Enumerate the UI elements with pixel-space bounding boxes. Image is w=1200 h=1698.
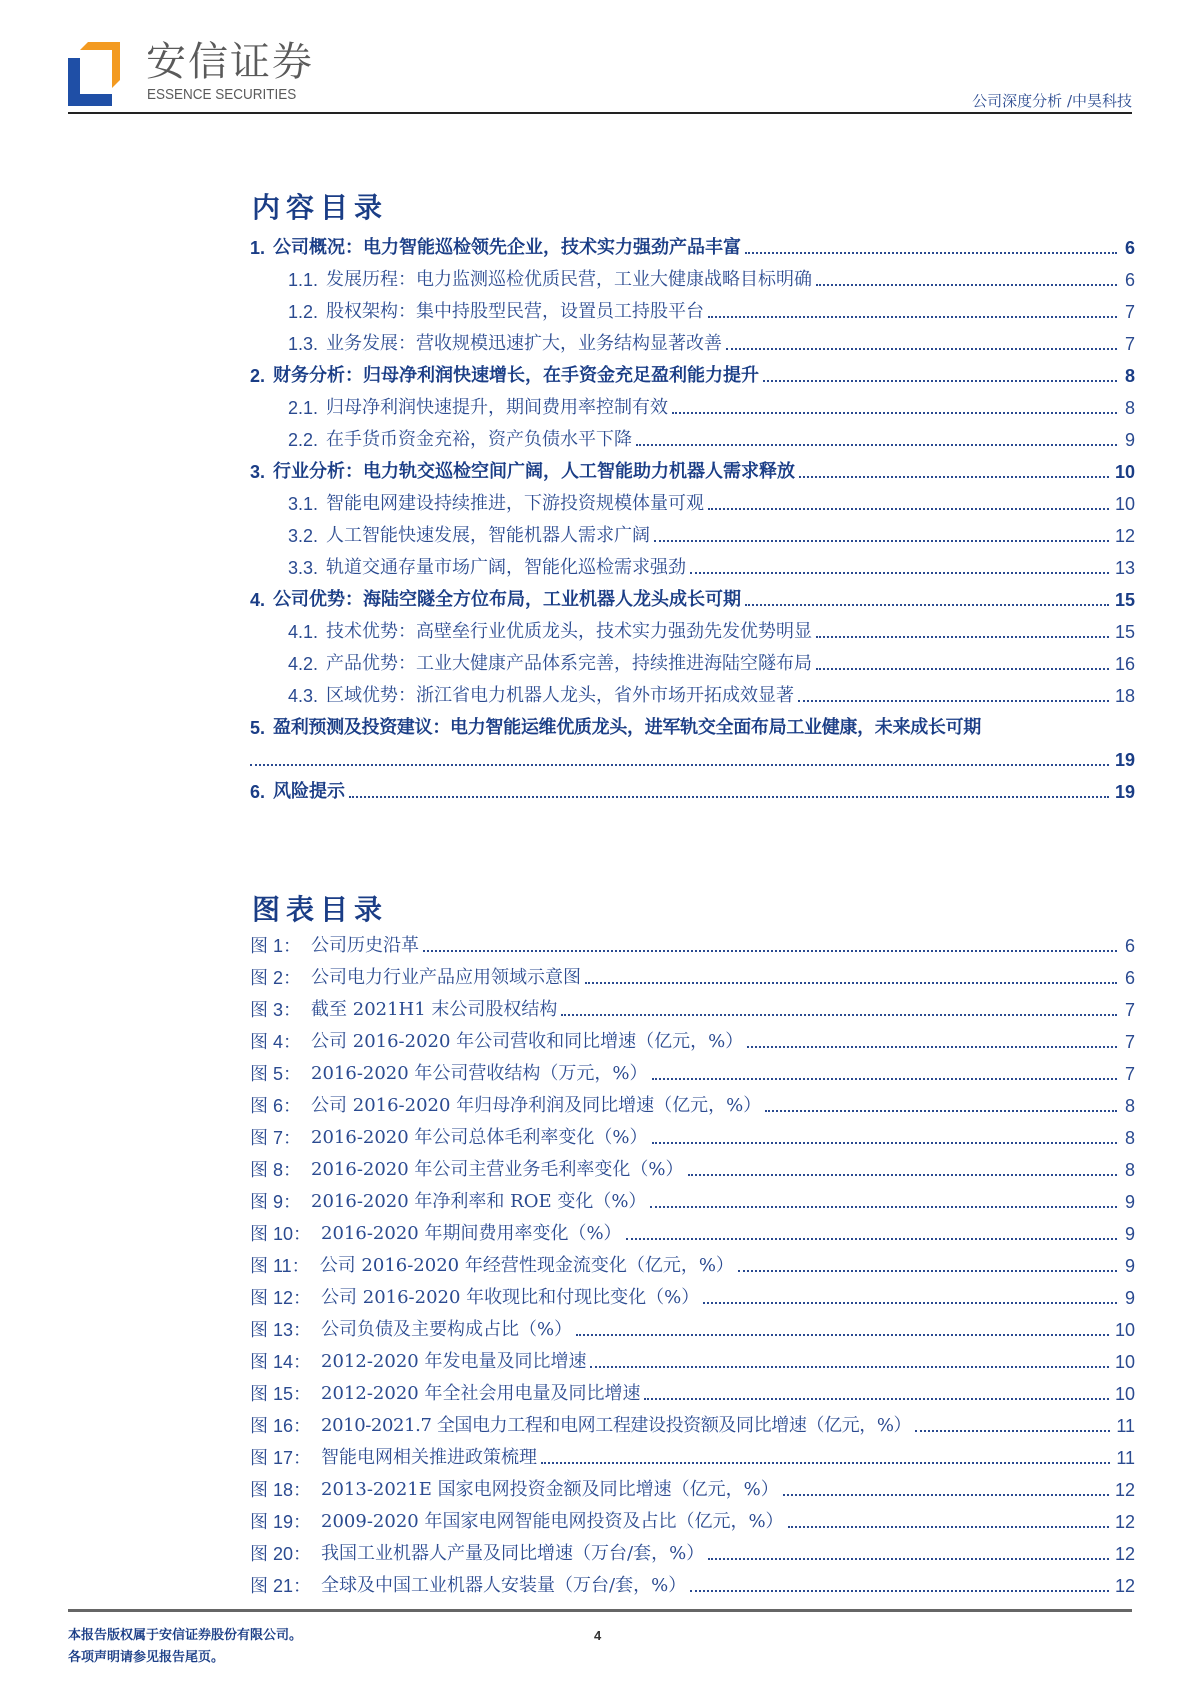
figure-item[interactable] [250,990,1135,1022]
figure-item-page: 10 [1114,1352,1135,1372]
figure-item-text: 截至 2021H1 末公司股权结构 [311,999,558,1020]
toc-item-number: 3.3. [288,558,319,578]
figure-item-text: 公司 2016-2020 年归母净利润及同比增速（亿元，%） [311,1095,762,1116]
toc-item-text: 公司概况：电力智能巡检领先企业，技术实力强劲产品丰富 [273,237,742,258]
toc-item-wrapped[interactable] [250,708,1135,740]
toc-item-page: 15 [1114,590,1135,610]
toc-item-text: 人工智能快速发展，智能机器人需求广阔 [326,525,651,546]
toc-item-text: 发展历程：电力监测巡检优质民营，工业大健康战略目标明确 [326,269,813,290]
toc-item[interactable] [250,260,1135,292]
brand-name-cn: 安信证券 [146,39,314,85]
toc-item-number: 3.2. [288,526,319,546]
disclaimer-notice: 各项声明请参见报告尾页。 [68,1650,225,1665]
toc-item[interactable] [250,644,1135,676]
figure-item-page: 9 [1124,1192,1135,1212]
leader-dots [747,1046,1117,1048]
toc-item[interactable] [250,772,1135,804]
toc-item[interactable] [250,292,1135,324]
figure-item-text: 2013-2021E 国家电网投资金额及同比增速（亿元，%） [321,1479,779,1500]
leader-dots [690,1590,1109,1592]
leader-dots [708,316,1117,318]
toc-item-text: 财务分析：归母净利润快速增长，在手资金充足盈利能力提升 [273,365,760,386]
leader-dots [250,764,1109,766]
figure-item-number: 图 10： [250,1224,312,1244]
leader-dots [745,252,1117,254]
figure-item-text: 2016-2020 年公司营收结构（万元，%） [311,1063,648,1084]
leader-dots [654,540,1109,542]
figure-item[interactable] [250,1374,1135,1406]
figure-item-text: 2009-2020 年国家电网智能电网投资及占比（亿元，%） [321,1511,784,1532]
toc-item[interactable] [250,420,1135,452]
figure-item-text: 全球及中国工业机器人安装量（万台/套，%） [321,1575,687,1596]
toc-item-page: 10 [1114,462,1135,482]
figure-item[interactable] [250,1246,1135,1278]
figure-item-page: 12 [1114,1576,1135,1596]
figure-item-number: 图 12： [250,1288,312,1308]
toc-item-number: 3.1. [288,494,319,514]
figure-item-number: 图 18： [250,1480,312,1500]
toc-item-number: 1. [250,238,266,258]
figure-item-page: 9 [1124,1256,1135,1276]
toc-item-number: 2. [250,366,266,386]
figure-item-number: 图 21： [250,1576,312,1596]
leader-dots [726,348,1117,350]
toc-item[interactable] [250,388,1135,420]
toc-item-page: 6 [1124,238,1135,258]
toc-item-text: 区域优势：浙江省电力机器人龙头，省外市场开拓成效显著 [326,685,795,706]
figure-item[interactable] [250,1086,1135,1118]
toc-title: 内容目录 [252,191,389,224]
toc-item-continuation[interactable] [250,740,1135,772]
leader-dots [783,1494,1109,1496]
figure-item-page: 9 [1124,1224,1135,1244]
leader-dots [708,508,1109,510]
toc-item-text: 公司优势：海陆空隧全方位布局，工业机器人龙头成长可期 [273,589,742,610]
footer-divider [68,1609,1132,1612]
toc-item-page: 9 [1124,430,1135,450]
leader-dots [585,982,1117,984]
figure-item-text: 公司 2016-2020 年经营性现金流变化（亿元，%） [319,1255,734,1276]
leader-dots [626,1238,1117,1240]
figure-item-text: 2012-2020 年发电量及同比增速 [321,1351,587,1372]
leader-dots [799,476,1109,478]
figure-item-number: 图 4： [250,1032,302,1052]
toc-item-number: 4.3. [288,686,319,706]
toc-item[interactable] [250,612,1135,644]
figure-item-text: 我国工业机器人产量及同比增速（万台/套，%） [321,1543,705,1564]
figure-item-number: 图 2： [250,968,302,988]
leader-dots [816,668,1109,670]
figure-item[interactable] [250,1054,1135,1086]
toc-item-page: 7 [1124,334,1135,354]
figure-item-number: 图 17： [250,1448,312,1468]
figure-item-page: 6 [1124,968,1135,988]
toc-item-number: 6. [250,782,266,802]
figure-item-number: 图 13： [250,1320,312,1340]
figure-item-page: 12 [1114,1480,1135,1500]
toc-item-number: 5. [250,718,266,738]
toc-item[interactable] [250,484,1135,516]
leader-dots [765,1110,1117,1112]
figure-item-text: 公司 2016-2020 年收现比和付现比变化（%） [321,1287,700,1308]
figure-item-page: 7 [1124,1032,1135,1052]
leader-dots [672,412,1117,414]
figure-item[interactable] [250,1278,1135,1310]
toc-item-text: 股权架构：集中持股型民营，设置员工持股平台 [326,301,705,322]
figure-item-number: 图 7： [250,1128,302,1148]
toc-item-page: 13 [1114,558,1135,578]
figure-item-number: 图 1： [250,936,302,956]
leader-dots [703,1302,1117,1304]
figure-item-text: 公司历史沿革 [311,935,420,956]
toc-item-page: 7 [1124,302,1135,322]
figure-item-number: 图 11： [250,1256,310,1276]
leader-dots [652,1142,1117,1144]
figure-item-number: 图 8： [250,1160,302,1180]
figure-item[interactable] [250,1470,1135,1502]
figure-item[interactable] [250,1182,1135,1214]
toc-item-page: 10 [1114,494,1135,514]
toc-item-text: 盈利预测及投资建议：电力智能运维优质龙头，进军轨交全面布局工业健康，未来成长可期 [273,717,982,738]
toc-item-number: 1.1. [288,270,319,290]
figure-item-page: 12 [1114,1544,1135,1564]
figure-item-text: 2016-2020 年期间费用率变化（%） [321,1223,622,1244]
figure-item[interactable] [250,1406,1135,1438]
header-divider [68,112,1132,114]
toc-item-page: 8 [1124,398,1135,418]
figure-item-page: 10 [1114,1320,1135,1340]
figure-item-page: 9 [1124,1288,1135,1308]
figure-item[interactable] [250,926,1135,958]
brand-name-en: ESSENCE SECURITIES [147,86,297,103]
figure-item-text: 2012-2020 年全社会用电量及同比增速 [321,1383,641,1404]
toc-item-text: 智能电网建设持续推进，下游投资规模体量可观 [326,493,705,514]
leader-dots [590,1366,1109,1368]
figure-item[interactable] [250,958,1135,990]
toc-item-number: 4.1. [288,622,319,642]
toc-item[interactable] [250,548,1135,580]
essence-logo-icon [68,42,126,106]
toc-item-number: 2.2. [288,430,319,450]
figure-item[interactable] [250,1310,1135,1342]
figure-item[interactable] [250,1502,1135,1534]
figure-item-page: 10 [1114,1384,1135,1404]
figure-item-text: 2016-2020 年公司总体毛利率变化（%） [311,1127,648,1148]
figure-item-text: 2016-2020 年公司主营业务毛利率变化（%） [311,1159,684,1180]
figure-item-page: 8 [1124,1128,1135,1148]
toc-item-page: 19 [1114,750,1135,770]
figure-item-number: 图 16： [250,1416,312,1436]
leader-dots [745,604,1109,606]
figure-item[interactable] [250,1150,1135,1182]
toc-item[interactable] [250,676,1135,708]
figure-item[interactable] [250,1342,1135,1374]
figure-item-text: 公司 2016-2020 年公司营收和同比增速（亿元，%） [311,1031,744,1052]
toc-item-page: 19 [1114,782,1135,802]
copyright-notice: 本报告版权属于安信证券股份有限公司。 [68,1628,303,1643]
figure-item-number: 图 9： [250,1192,302,1212]
figure-item-number: 图 15： [250,1384,312,1404]
toc-item[interactable] [250,452,1135,484]
toc-item-number: 2.1. [288,398,319,418]
leader-dots [816,284,1117,286]
leader-dots [644,1398,1109,1400]
leader-dots [541,1462,1110,1464]
figure-item-page: 7 [1124,1064,1135,1084]
figure-item-number: 图 20： [250,1544,312,1564]
leader-dots [738,1270,1117,1272]
toc-item-number: 4. [250,590,266,610]
figure-item-number: 图 14： [250,1352,312,1372]
figure-item-page: 12 [1114,1512,1135,1532]
figure-item-page: 6 [1124,936,1135,956]
figure-item-text: 公司负债及主要构成占比（%） [321,1319,573,1340]
leader-dots [349,796,1109,798]
figure-item-text: 2016-2020 年净利率和 ROE 变化（%） [311,1191,647,1212]
figure-item-number: 图 6： [250,1096,302,1116]
figure-item-text: 智能电网相关推进政策梳理 [321,1447,538,1468]
figure-item-page: 7 [1124,1000,1135,1020]
leader-dots [688,1174,1117,1176]
figure-item-page: 8 [1124,1160,1135,1180]
toc-item-page: 18 [1114,686,1135,706]
leader-dots [788,1526,1109,1528]
leader-dots [561,1014,1117,1016]
toc-item-text: 行业分析：电力轨交巡检空间广阔，人工智能助力机器人需求释放 [273,461,796,482]
leader-dots [690,572,1109,574]
toc-item-number: 4.2. [288,654,319,674]
toc-item-text: 在手货币资金充裕，资产负债水平下降 [326,429,633,450]
leader-dots [816,636,1109,638]
toc-item-text: 技术优势：高壁垒行业优质龙头，技术实力强劲先发优势明显 [326,621,813,642]
toc-item-page: 6 [1124,270,1135,290]
figure-item[interactable] [250,1566,1135,1598]
leader-dots [652,1078,1117,1080]
leader-dots [650,1206,1117,1208]
toc-item-text: 产品优势：工业大健康产品体系完善，持续推进海陆空隧布局 [326,653,813,674]
toc-item-page: 15 [1114,622,1135,642]
toc-item-text: 轨道交通存量市场广阔，智能化巡检需求强劲 [326,557,687,578]
toc-item-number: 1.3. [288,334,319,354]
figure-item-number: 图 3： [250,1000,302,1020]
toc-item-text: 归母净利润快速提升，期间费用率控制有效 [326,397,669,418]
toc-item-text: 风险提示 [273,781,346,802]
page-number: 4 [594,1628,602,1643]
figure-item[interactable] [250,1022,1135,1054]
toc-item[interactable] [250,580,1135,612]
leader-dots [636,444,1117,446]
toc-item-number: 3. [250,462,266,482]
toc-item[interactable] [250,324,1135,356]
document-type: 公司深度分析 /中昊科技 [972,92,1132,110]
toc-item[interactable] [250,228,1135,260]
figure-item[interactable] [250,1118,1135,1150]
toc-item[interactable] [250,516,1135,548]
toc-item-page: 16 [1114,654,1135,674]
toc-item-text: 业务发展：营收规模迅速扩大，业务结构显著改善 [326,333,723,354]
toc-item[interactable] [250,356,1135,388]
figure-item[interactable] [250,1534,1135,1566]
toc-item-number: 1.2. [288,302,319,322]
figure-item[interactable] [250,1438,1135,1470]
figures-title: 图表目录 [252,893,389,926]
figure-item-text: 2010-2021.7 全国电力工程和电网工程建设投资额及同比增速（亿元，%） [321,1415,912,1436]
figure-item-number: 图 5： [250,1064,302,1084]
leader-dots [423,950,1117,952]
figure-item-number: 图 19： [250,1512,312,1532]
leader-dots [708,1558,1109,1560]
figure-item-page: 11 [1116,1416,1135,1436]
leader-dots [915,1430,1110,1432]
page-header [0,0,1200,120]
toc-item-page: 12 [1114,526,1135,546]
figure-item-text: 公司电力行业产品应用领域示意图 [311,967,582,988]
toc-item-page: 8 [1124,366,1135,386]
leader-dots [576,1334,1109,1336]
figure-item[interactable] [250,1214,1135,1246]
leader-dots [763,380,1117,382]
leader-dots [798,700,1109,702]
figure-item-page: 8 [1124,1096,1135,1116]
figure-item-page: 11 [1116,1448,1135,1468]
